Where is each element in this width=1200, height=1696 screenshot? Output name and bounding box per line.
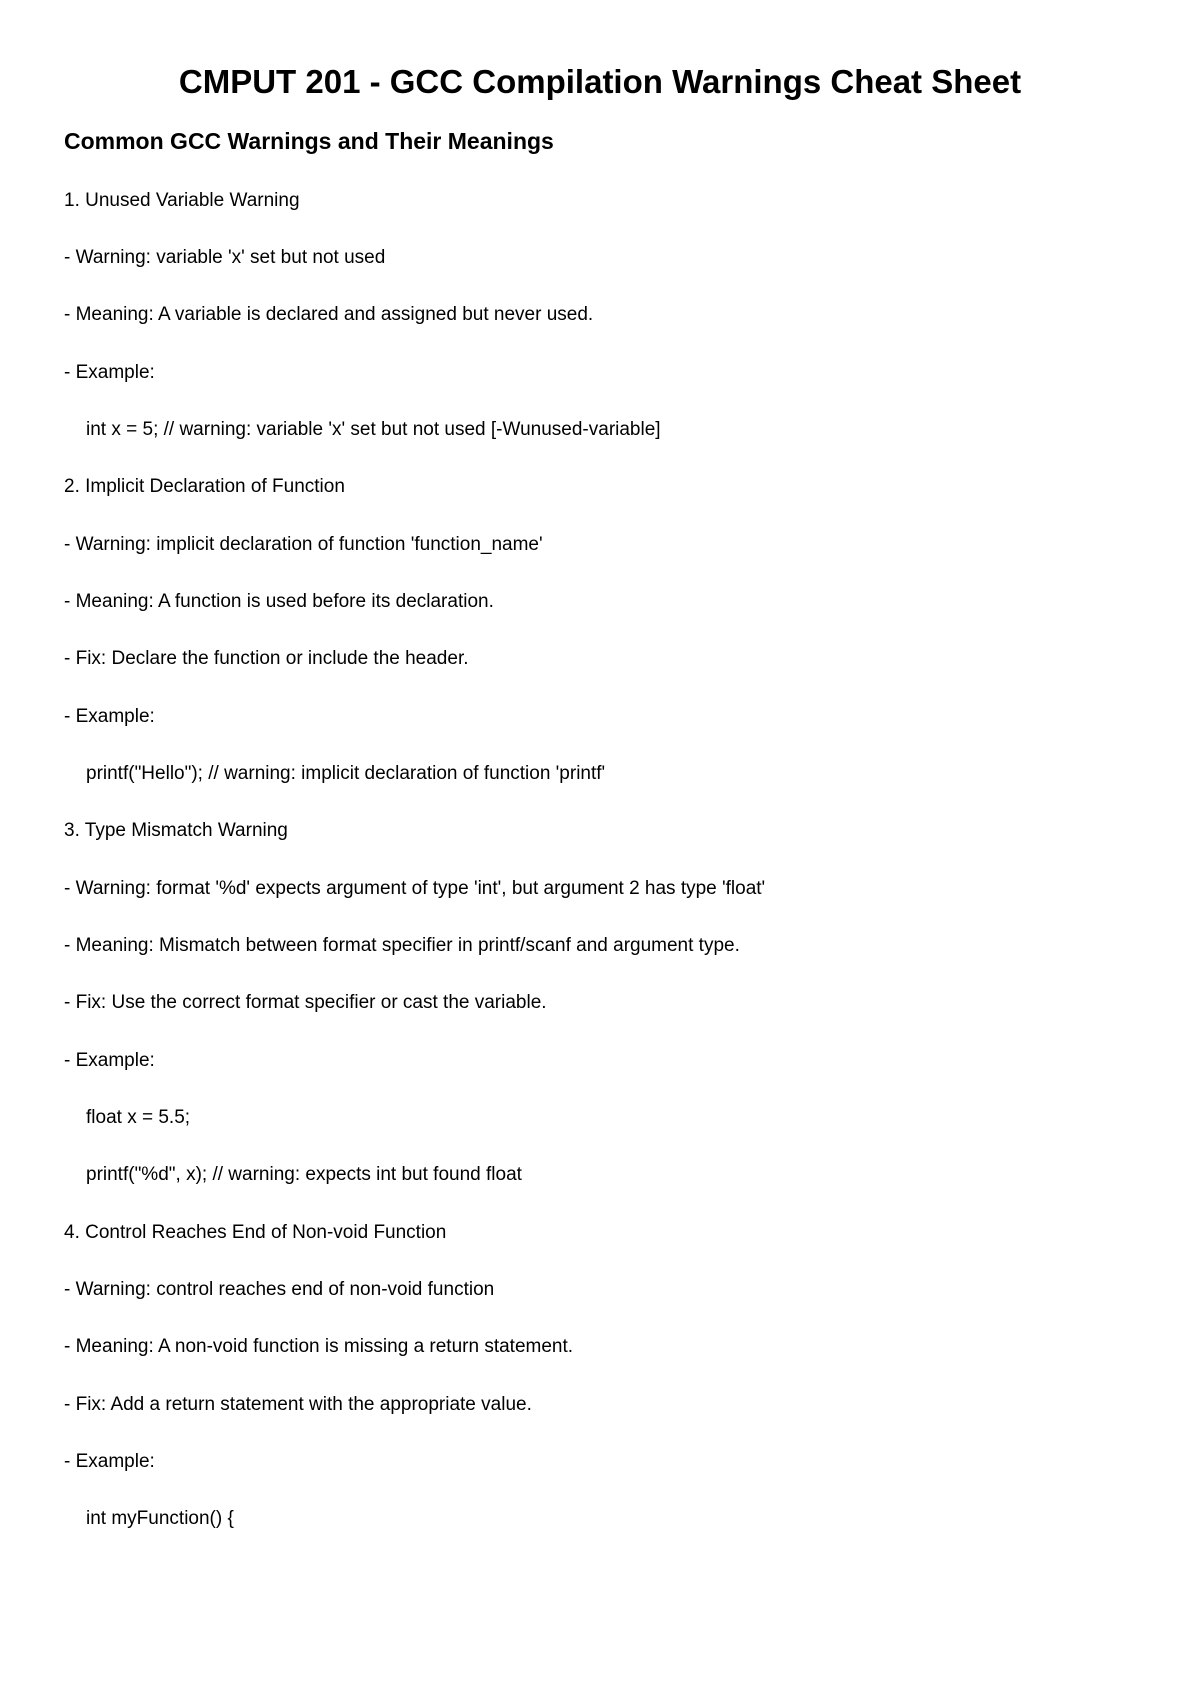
code-example-line: int myFunction() { bbox=[86, 1508, 234, 1529]
warning-text-line: - Warning: format '%d' expects argument of type 'int', but argument 2 has type 'float' bbox=[64, 878, 766, 899]
code-example-line: float x = 5.5; bbox=[86, 1107, 191, 1128]
warning-heading-control-reaches-end: 4. Control Reaches End of Non-void Function bbox=[64, 1222, 447, 1243]
warning-heading-unused-variable: 1. Unused Variable Warning bbox=[64, 190, 300, 211]
meaning-text-line: - Meaning: Mismatch between format specifier in printf/scanf and argument type. bbox=[64, 935, 740, 956]
fix-text-line: - Fix: Declare the function or include the header. bbox=[64, 648, 469, 669]
code-example-line: printf("%d", x); // warning: expects int but found float bbox=[86, 1164, 522, 1185]
fix-text-line: - Fix: Add a return statement with the appropriate value. bbox=[64, 1394, 532, 1415]
example-label: - Example: bbox=[64, 362, 155, 383]
example-label: - Example: bbox=[64, 1050, 155, 1071]
code-example-line: int x = 5; // warning: variable 'x' set but not used [-Wunused-variable] bbox=[86, 419, 661, 440]
warning-text-line: - Warning: variable 'x' set but not used bbox=[64, 247, 386, 268]
warning-heading-type-mismatch: 3. Type Mismatch Warning bbox=[64, 820, 288, 841]
meaning-text-line: - Meaning: A variable is declared and assigned but never used. bbox=[64, 304, 594, 325]
meaning-text-line: - Meaning: A non-void function is missing a return statement. bbox=[64, 1336, 574, 1357]
example-label: - Example: bbox=[64, 706, 155, 727]
warning-heading-implicit-declaration: 2. Implicit Declaration of Function bbox=[64, 476, 345, 497]
section-heading: Common GCC Warnings and Their Meanings bbox=[64, 128, 554, 154]
document-title: CMPUT 201 - GCC Compilation Warnings Cheat Sheet bbox=[178, 63, 1022, 100]
example-label: - Example: bbox=[64, 1451, 155, 1472]
meaning-text-line: - Meaning: A function is used before its declaration. bbox=[64, 591, 494, 612]
warning-text-line: - Warning: implicit declaration of function 'function_name' bbox=[64, 534, 543, 555]
fix-text-line: - Fix: Use the correct format specifier or cast the variable. bbox=[64, 992, 547, 1013]
warning-text-line: - Warning: control reaches end of non-void function bbox=[64, 1279, 495, 1300]
code-example-line: printf("Hello"); // warning: implicit declaration of function 'printf' bbox=[86, 763, 606, 784]
